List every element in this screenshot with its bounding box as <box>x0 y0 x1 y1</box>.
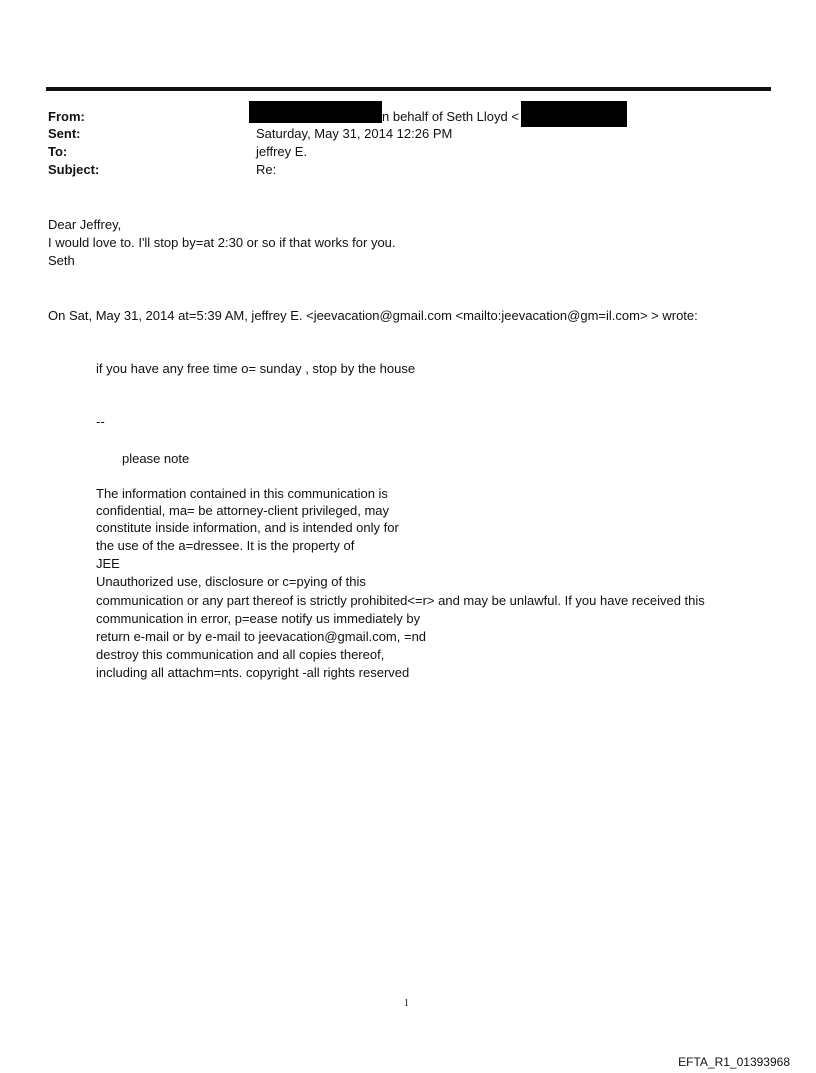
signature: Seth <box>48 253 75 268</box>
from-value: n behalf of Seth Lloyd < <box>382 109 519 124</box>
disclaimer-line: JEE <box>96 556 120 571</box>
from-label: From: <box>48 109 85 124</box>
please-note: please note <box>122 451 190 466</box>
greeting: Dear Jeffrey, <box>48 217 122 232</box>
page-number: 1 <box>404 998 409 1009</box>
redaction-block <box>521 101 627 127</box>
subject-label: Subject: <box>48 162 100 177</box>
subject-value: Re: <box>256 162 277 177</box>
header-rule <box>46 87 771 91</box>
signature-separator: -- <box>96 414 105 429</box>
disclaimer-line: destroy this communication and all copies thereof, <box>96 647 385 662</box>
to-label: To: <box>48 144 68 159</box>
disclaimer-line: return e-mail or by e-mail to jeevacation@gmail.com, =nd <box>96 629 427 644</box>
document-id: EFTA_R1_01393968 <box>678 1055 790 1069</box>
disclaimer-line: the use of the a=dressee. It is the property of <box>96 538 355 553</box>
disclaimer-line: including all attachm=nts. copyright -all rights reserved <box>96 665 410 680</box>
quote-header: On Sat, May 31, 2014 at=5:39 AM, jeffrey E. <jeevacation@gmail.com <mailto:jeevacation@gm=il.com> > wrote: <box>48 308 698 323</box>
disclaimer-line: The information contained in this communication is <box>96 486 388 501</box>
disclaimer-line: confidential, ma= be attorney-client privileged, may <box>96 503 390 518</box>
quoted-message: if you have any free time o= sunday , stop by the house <box>96 361 416 376</box>
to-value: jeffrey E. <box>256 144 308 159</box>
sent-label: Sent: <box>48 126 81 141</box>
body-line: I would love to. I'll stop by=at 2:30 or so if that works for you. <box>48 235 396 250</box>
redaction-block <box>249 101 382 123</box>
sent-value: Saturday, May 31, 2014 12:26 PM <box>256 126 453 141</box>
disclaimer-line: Unauthorized use, disclosure or c=pying of this <box>96 574 366 589</box>
disclaimer-line: communication in error, p=ease notify us immediately by <box>96 611 421 626</box>
disclaimer-line: communication or any part thereof is strictly prohibited<=r> and may be unlawful. If you have received this <box>96 593 705 608</box>
disclaimer-line: constitute inside information, and is intended only for <box>96 520 399 535</box>
